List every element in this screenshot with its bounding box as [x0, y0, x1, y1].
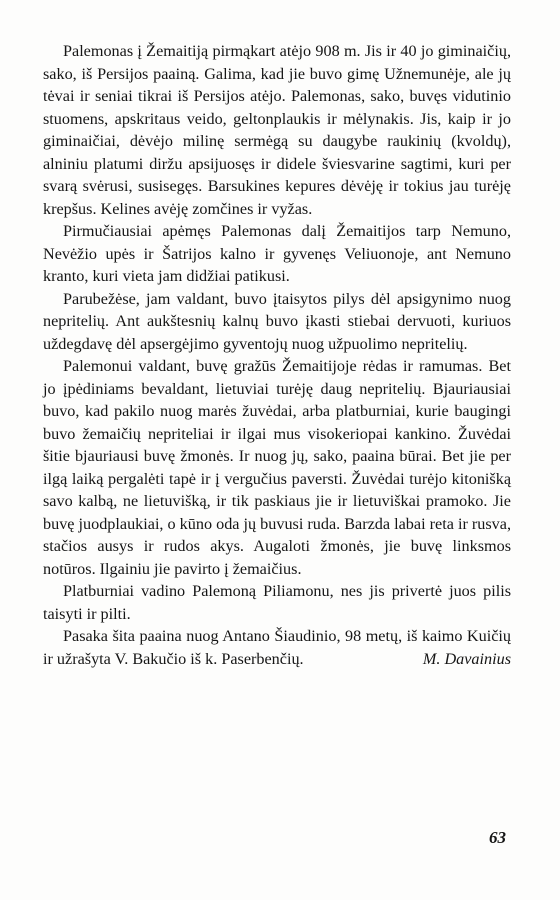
paragraph-source: [43, 625, 511, 670]
source-note: Pasaka šita paaina nuog Antano Šiaudinio, 98 metų, iš kaimo Kuičių ir užrašyta V. Bakučio iš k. Paserbenčių.: [43, 627, 511, 668]
paragraph-4: Palemonui valdant, buvę gražūs Žemaitijoje rėdas ir ramumas. Bet jo įpėdiniams bevaldant, lietuviai turėję daug nepritelių. Bjauriausiai buvo, kad pakilo nuog marės žuvėdai, arba platburniai, kurie baugingi buvo žemaičių nepriteliai ir ilgai mus visokeriopai kankino. Žuvėdai šitie bjauriausi buvę žmonės. Ir nuog jų, sako, paaina būrai. Bet jie per ilgą laiką pergalėti tapė ir į vergučius paversti. Žuvėdai turėjo kitonišką savo kalbą, ne lietuvišką, ir tik paskiaus jie ir lietuviškai pramoko. Jie buvę juodplaukiai, o kūno oda jų buvusi ruda. Barzda labai reta ir rusva, stačios ausys ir rudos akys. Augaloti žmonės, jie buvę linksmos notūros. Ilgainiu jie pavirto į žemaičius.: [43, 357, 511, 578]
body-text: [43, 40, 511, 670]
paragraph-3: Parubežėse, jam valdant, buvo įtaisytos pilys dėl apsigynimo nuog nepritelių. Ant aukštesnių kalnų buvo įkasti stiebai dervuoti, kuriuos uždegdavę dėl apsergėjimo gyventojų nuog užpuolimo nepritelių.: [43, 289, 511, 353]
paragraph-1: Palemonas į Žemaitiją pirmąkart atėjo 908 m. Jis ir 40 jo giminaičių, sako, iš Persijos paainą. Galima, kad jie buvo gimę Užnemunėje, ale jų tėvai ir seniai tikrai iš Persijos atėjo. Palemonas, sako, buvęs vidutinio stuomens, apskritaus veido, geltonplaukis ir mėlynakis. Jis, kaip ir jo giminaičiai, dėvėjo milinę sermėgą su daugybe raukinių (kvoldų), alniniu platumi diržu apsijuosęs ir didele šviesvarine sagtimi, kuri per svarą svėrusi, susisegęs. Barsukines kepures dėvėję ir tokius jau turėję krepšus. Kelines avėję zomčines ir vyžas.: [43, 42, 511, 218]
paragraph-2: Pirmučiausiai apėmęs Palemonas dalį Žemaitijos tarp Nemuno, Nevėžio upės ir Šatrijos kalno ir gyvenęs Veliuonoje, ant Nemuno kranto, kuri vieta jam didžiai patikusi.: [43, 222, 511, 285]
paragraph-5: Platburniai vadino Palemoną Piliamonu, nes jis privertė juos pilis taisyti ir pilti.: [43, 582, 511, 623]
author-signature: M. Davainius: [422, 649, 511, 668]
page-number: 63: [489, 828, 506, 847]
